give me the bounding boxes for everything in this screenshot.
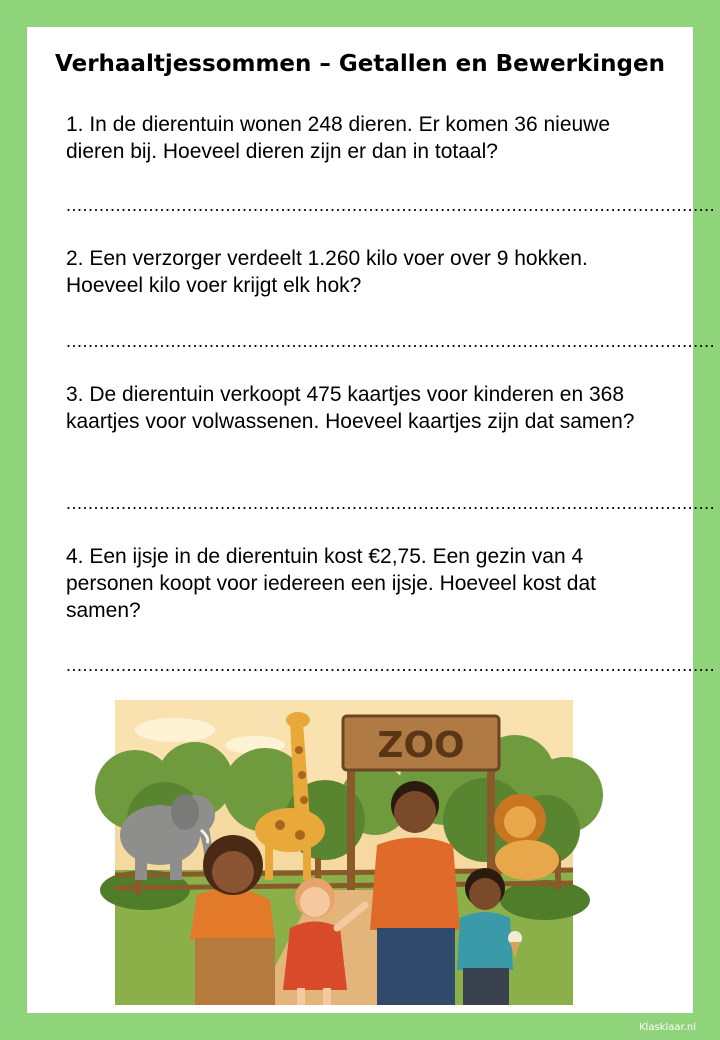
answer-line-3: ...................................................................................................................... — [66, 493, 716, 513]
question-3: 3. De dierentuin verkoopt 475 kaartjes voor kinderen en 368 kaartjes voor volwassenen. Hoeveel kaartjes zijn dat samen? — [66, 383, 635, 433]
question-4: 4. Een ijsje in de dierentuin kost €2,75. Een gezin van 4 personen koopt voor iedereen een ijsje. Hoeveel kost dat samen? — [66, 545, 597, 622]
credit-text: Klasklaar.nl — [639, 1022, 696, 1033]
zoo-family-illustration — [115, 700, 573, 1005]
worksheet-page — [27, 27, 716, 1013]
page-title: Verhaaltjessommen – Getallen en Bewerkingen — [55, 51, 665, 77]
question-1: 1. In de dierentuin wonen 248 dieren. Er komen 36 nieuwe dieren bij. Hoeveel dieren zijn er dan in totaal? — [66, 113, 611, 163]
answer-line-4: ...................................................................................................................... — [66, 655, 716, 675]
zoo-sign-text: ZOO — [377, 725, 465, 766]
answer-line-1: ...................................................................................................................... — [66, 195, 716, 215]
question-2: 2. Een verzorger verdeelt 1.260 kilo voer over 9 hokken. Hoeveel kilo voer krijgt elk hok? — [66, 247, 588, 297]
answer-line-2: ...................................................................................................................... — [66, 331, 716, 351]
